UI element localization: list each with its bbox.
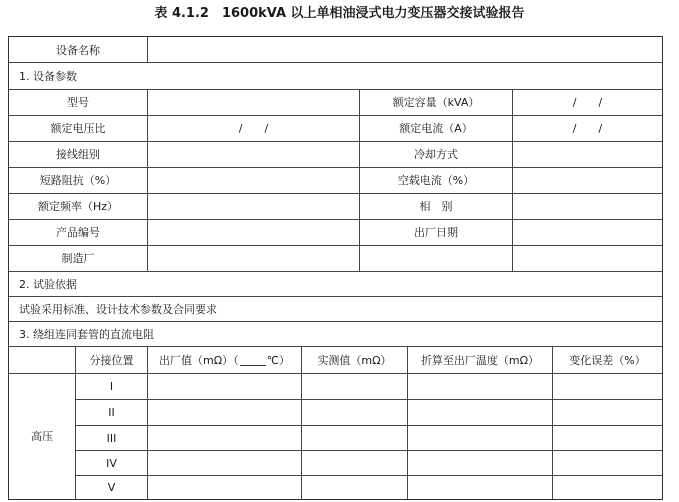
device-name-value[interactable]: [148, 37, 662, 63]
tap-position: II: [108, 406, 115, 419]
rated-current-value[interactable]: / /: [572, 122, 603, 135]
tap-position: I: [109, 380, 114, 393]
empty-cell: [513, 246, 662, 271]
rated-current-label: 额定电流（A）: [399, 122, 473, 135]
rated-voltage-ratio-value[interactable]: / /: [238, 122, 269, 135]
empty-cell: [360, 246, 512, 271]
header-factory-prefix: 出厂值（mΩ）（: [159, 353, 239, 367]
cooling-method-value[interactable]: [513, 142, 662, 167]
temperature-blank[interactable]: [240, 355, 266, 366]
manufacture-date-label: 出厂日期: [414, 226, 458, 239]
header-factory-suffix: ℃）: [266, 353, 290, 367]
rated-voltage-ratio-label: 额定电压比: [50, 122, 106, 135]
connection-group-value[interactable]: [148, 142, 359, 167]
model-value[interactable]: [148, 90, 359, 115]
tap-position: III: [106, 431, 117, 445]
rated-capacity-label: 额定容量（kVA）: [392, 96, 480, 109]
report-table: [8, 36, 663, 500]
phase-value[interactable]: [513, 194, 662, 219]
header-converted-value: 折算至出厂温度（mΩ）: [420, 353, 540, 367]
high-voltage-label: 高压: [31, 430, 53, 443]
no-load-current-value[interactable]: [513, 168, 662, 193]
device-name-label: 设备名称: [56, 43, 100, 57]
rated-frequency-value[interactable]: [148, 194, 359, 219]
no-load-current-label: 空载电流（%）: [397, 174, 475, 187]
manufacturer-value[interactable]: [148, 246, 359, 271]
model-label: 型号: [67, 96, 89, 109]
rated-frequency-label: 额定频率（Hz）: [37, 200, 119, 213]
manufacture-date-value[interactable]: [513, 220, 662, 245]
tap-position: IV: [106, 456, 117, 470]
product-number-label: 产品编号: [56, 226, 100, 239]
section-test-basis: 2. 试验依据: [19, 277, 77, 291]
connection-group-label: 接线组别: [56, 148, 100, 161]
test-basis-text: 试验采用标准、设计技术参数及合同要求: [19, 302, 217, 316]
phase-label: 相 别: [419, 200, 453, 213]
short-circuit-impedance-label: 短路阻抗（%）: [39, 174, 117, 187]
header-deviation: 变化误差（%）: [569, 353, 646, 367]
manufacturer-label: 制造厂: [61, 252, 95, 265]
rated-capacity-value[interactable]: / /: [572, 96, 603, 109]
cooling-method-label: 冷却方式: [414, 148, 458, 161]
product-number-value[interactable]: [148, 220, 359, 245]
section-dc-resistance: 3. 绕组连同套管的直流电阻: [19, 327, 154, 341]
report-title: 表 4.1.2 1600kVA 以上单相油浸式电力变压器交接试验报告: [154, 6, 525, 21]
tap-position: V: [107, 481, 116, 494]
section-equipment-params: 1. 设备参数: [19, 69, 77, 83]
header-tap-position: 分接位置: [89, 353, 134, 367]
header-measured-value: 实测值（mΩ）: [317, 353, 392, 367]
header-factory-value: [148, 347, 301, 373]
short-circuit-impedance-value[interactable]: [148, 168, 359, 193]
